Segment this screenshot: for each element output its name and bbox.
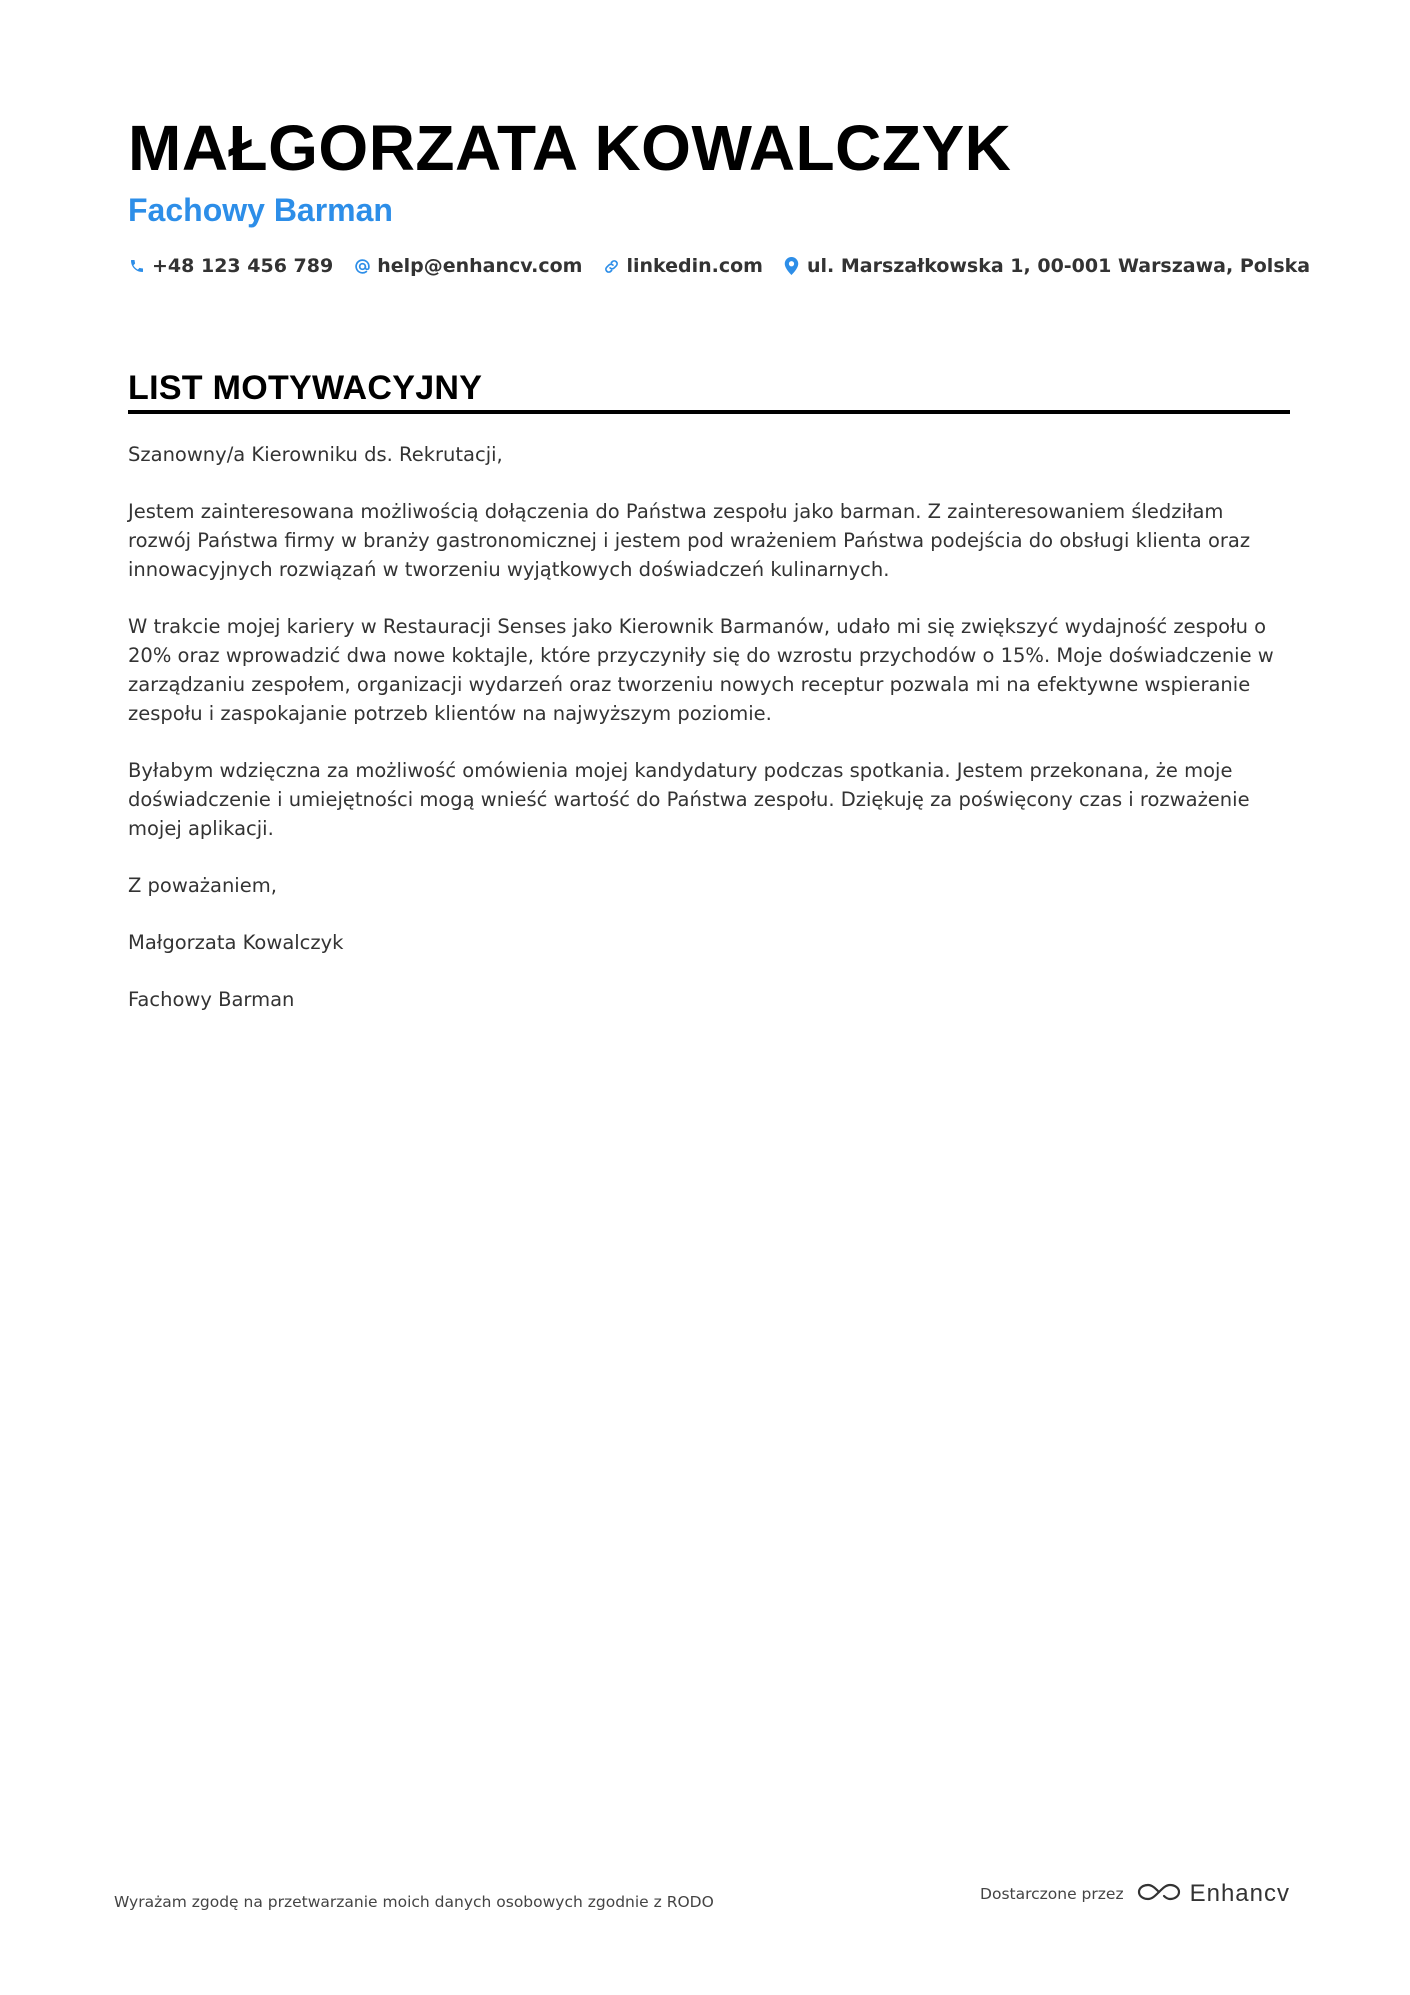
- footer-provided-by: Dostarczone przez: [980, 1885, 1124, 1903]
- section-divider: [128, 410, 1290, 414]
- letter-paragraph-3: Byłabym wdzięczna za możliwość omówienia mojej kandydatury podczas spotkania. Jestem przekonana, że moje doświadczenie i umiejętności mogą wnieść wartość do Państwa zespołu. Dziękuję za poświęcony czas i rozważenie mojej aplikacji.: [128, 759, 1250, 840]
- contact-address: [783, 252, 1310, 280]
- candidate-role: Fachowy Barman: [128, 192, 393, 228]
- footer-branding[interactable]: [980, 1880, 1290, 1908]
- signature-name: Małgorzata Kowalczyk: [128, 931, 344, 954]
- section-title: LIST MOTYWACYJNY: [128, 369, 483, 407]
- at-icon: [353, 257, 371, 275]
- footer-consent: Wyrażam zgodę na przetwarzanie moich danych osobowych zgodnie z RODO: [114, 1893, 714, 1911]
- contact-bar: [128, 252, 1330, 280]
- signature-role: Fachowy Barman: [128, 988, 295, 1011]
- letter-paragraph-1: Jestem zainteresowana możliwością dołączenia do Państwa zespołu jako barman. Z zainteresowaniem śledziłam rozwój Państwa firmy w branży gastronomicznej i jestem pod wrażeniem Państwa podejścia do obsługi klienta oraz innowacyjnych rozwiązań w tworzeniu wyjątkowych doświadczeń kulinarnych.: [128, 500, 1251, 581]
- contact-email[interactable]: [353, 252, 582, 280]
- contact-phone: [128, 252, 333, 280]
- location-pin-icon: [783, 257, 801, 275]
- contact-linkedin[interactable]: [602, 252, 763, 280]
- link-icon: [602, 257, 620, 275]
- contact-phone-text: +48 123 456 789: [152, 255, 334, 277]
- contact-address-text: ul. Marszałkowska 1, 00-001 Warszawa, Polska: [806, 255, 1311, 277]
- letter-paragraph-2: W trakcie mojej kariery w Restauracji Senses jako Kierownik Barmanów, udało mi się zwiększyć wydajność zespołu o 20% oraz wprowadzić dwa nowe koktajle, które przyczyniły się do wzrostu przychodów o 15%. Moje doświadczenie w zarządzaniu zespołem, organizacji wydarzeń oraz tworzeniu nowych receptur pozwala mi na efektywne wspieranie zespołu i zaspokajanie potrzeb klientów na najwyższym poziomie.: [128, 615, 1274, 725]
- phone-icon: [128, 257, 146, 275]
- contact-email-text[interactable]: help@enhancv.com: [377, 255, 583, 277]
- letter-greeting: Szanowny/a Kierowniku ds. Rekrutacji,: [128, 443, 503, 466]
- letter-closing: Z poważaniem,: [128, 874, 277, 897]
- footer-brand-name: Enhancv: [1189, 1880, 1290, 1907]
- candidate-name: MAŁGORZATA KOWALCZYK: [128, 112, 1012, 184]
- contact-linkedin-text[interactable]: linkedin.com: [626, 255, 763, 277]
- enhancv-logo-icon: [1136, 1880, 1182, 1908]
- letter-body: [128, 440, 1290, 1042]
